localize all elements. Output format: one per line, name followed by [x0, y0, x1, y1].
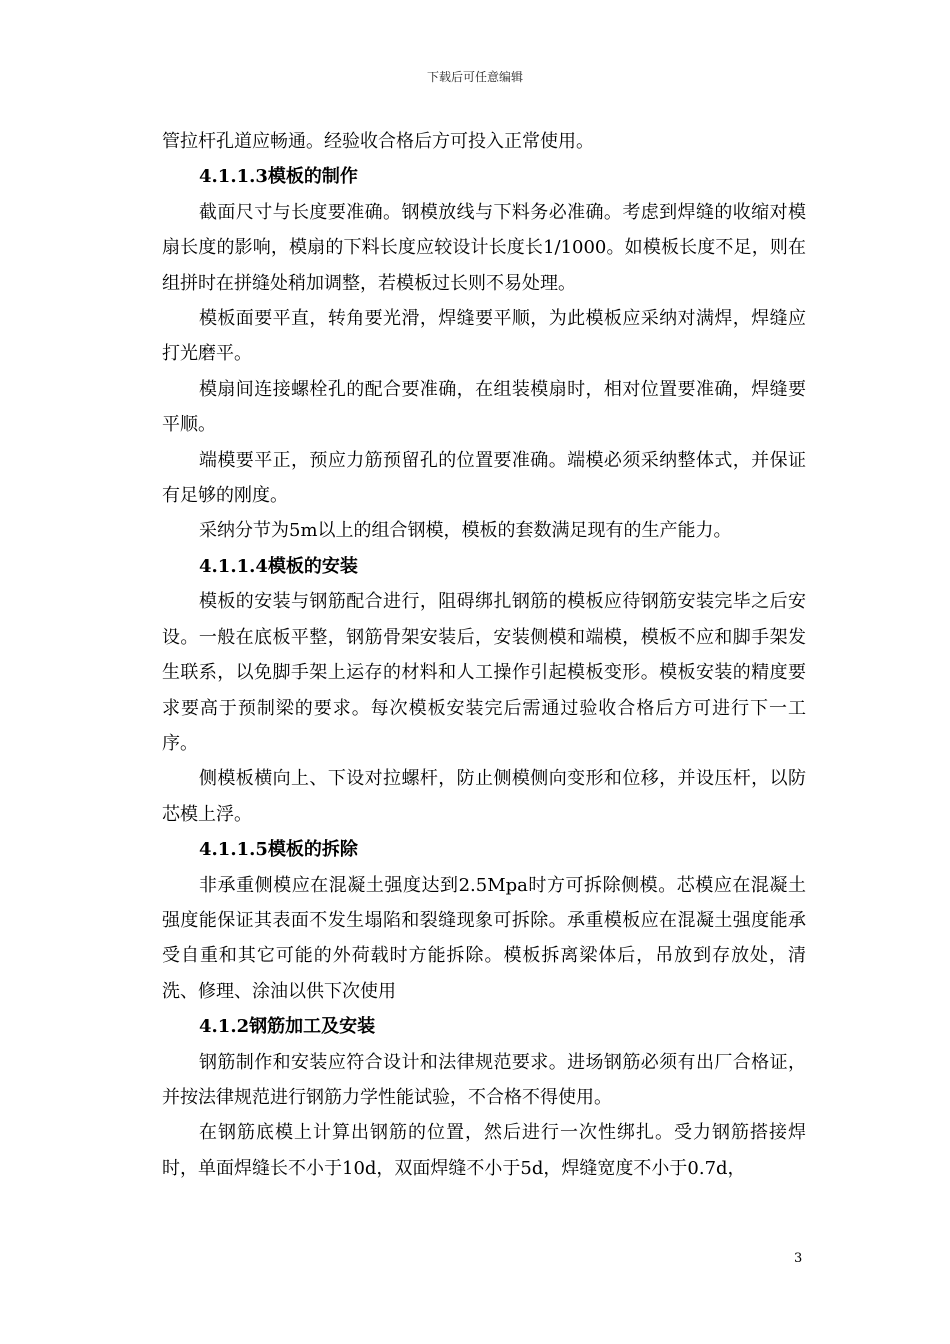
page-header: 下载后可任意编辑 [426, 70, 523, 84]
body-paragraph: 在钢筋底模上计算出钢筋的位置，然后进行一次性绑扎。受力钢筋搭接焊时，单面焊缝长不小于10d，双面焊缝不小于5d，焊缝宽度不小于0.7d， [162, 1122, 806, 1179]
section-heading: 4.1.2钢筋加工及安装 [199, 1016, 376, 1038]
section-heading: 4.1.1.5模板的拆除 [199, 839, 358, 861]
body-paragraph: 非承重侧模应在混凝土强度达到2.5Mpa时方可拆除侧模。芯模应在混凝土强度能保证其表面不发生塌陷和裂缝现象可拆除。承重模板应在混凝土强度能承受自重和其它可能的外荷载时方能拆除。模板拆离梁体后，吊放到存放处，清洗、修理、涂油以供下次使用 [162, 874, 806, 1002]
document-body [162, 124, 806, 1186]
body-paragraph: 侧模板横向上、下设对拉螺杆，防止侧模侧向变形和位移，并设压杆，以防芯模上浮。 [162, 768, 806, 825]
body-paragraph: 模板面要平直，转角要光滑，焊缝要平顺，为此模板应采纳对满焊，焊缝应打光磨平。 [162, 308, 806, 365]
section-heading: 4.1.1.3模板的制作 [199, 166, 358, 188]
body-paragraph: 钢筋制作和安装应符合设计和法律规范要求。进场钢筋必须有出厂合格证，并按法律规范进行钢筋力学性能试验，不合格不得使用。 [162, 1051, 806, 1108]
page-number: 3 [794, 1251, 803, 1266]
section-heading: 4.1.1.4模板的安装 [199, 555, 358, 577]
body-paragraph: 模扇间连接螺栓孔的配合要准确，在组装模扇时，相对位置要准确，焊缝要平顺。 [162, 378, 806, 436]
body-paragraph: 截面尺寸与长度要准确。钢模放线与下料务必准确。考虑到焊缝的收缩对模扇长度的影响，模扇的下料长度应较设计长度长1/1000。如模板长度不足，则在组拼时在拼缝处稍加调整，若模板过长则不易处理。 [162, 201, 806, 294]
body-paragraph: 管拉杆孔道应畅通。经验收合格后方可投入正常使用。 [162, 131, 594, 152]
body-paragraph: 端模要平正，预应力筋预留孔的位置要准确。端模必须采纳整体式，并保证有足够的刚度。 [162, 449, 806, 507]
body-paragraph: 采纳分节为5m以上的组合钢模，模板的套数满足现有的生产能力。 [199, 520, 732, 542]
body-paragraph: 模板的安装与钢筋配合进行，阻碍绑扎钢筋的模板应待钢筋安装完毕之后安设。一般在底板平整，钢筋骨架安装后，安装侧模和端模，模板不应和脚手架发生联系，以免脚手架上运存的材料和人工操作引起模板变形。模板安装的精度要求要高于预制梁的要求。每次模板安装完后需通过验收合格后方可进行下一工序。 [162, 591, 806, 754]
